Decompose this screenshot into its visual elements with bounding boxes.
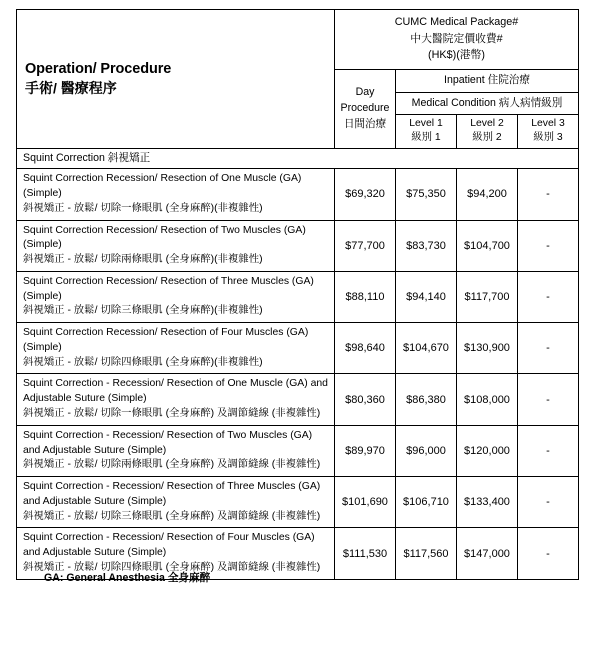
price-day-procedure: $89,970 bbox=[335, 425, 396, 476]
procedure-name-en: Squint Correction - Recession/ Resection of Three Muscles (GA) and Adjustable Suture (Simple) bbox=[23, 481, 321, 507]
header-level-1-en: Level 1 bbox=[409, 117, 443, 129]
price-level-1: $86,380 bbox=[396, 374, 457, 425]
table-row bbox=[17, 323, 579, 374]
header-package-currency: (HK$)(港幣) bbox=[428, 49, 485, 62]
price-day-procedure: $111,530 bbox=[335, 528, 396, 579]
procedure-name-en: Squint Correction Recession/ Resection of Two Muscles (GA) (Simple) bbox=[23, 224, 306, 251]
procedure-name-zh: 斜視矯正 - 放鬆/ 切除兩條眼肌 (全身麻醉) 及調節縫線 (非複雜性) bbox=[23, 459, 321, 471]
price-level-2: $94,200 bbox=[457, 169, 518, 220]
procedure-name-en: Squint Correction Recession/ Resection of Three Muscles (GA) (Simple) bbox=[23, 275, 314, 302]
header-level-1-zh: 級別 1 bbox=[411, 132, 441, 144]
price-level-3: - bbox=[518, 220, 579, 271]
section-title-squint-correction: Squint Correction 斜視矯正 bbox=[17, 149, 579, 169]
price-level-2: $120,000 bbox=[457, 425, 518, 476]
header-level-3 bbox=[518, 114, 579, 148]
procedure-name-zh: 斜視矯正 - 放鬆/ 切除一條眼肌 (全身麻醉) 及調節縫線 (非複雜性) bbox=[23, 408, 321, 419]
procedure-name-zh: 斜視矯正 - 放鬆/ 切除一條眼肌 (全身麻醉)(非複雜性) bbox=[23, 202, 263, 214]
procedure-name-zh: 斜視矯正 - 放鬆/ 切除四條眼肌 (全身麻醉)(非複雜性) bbox=[23, 356, 263, 368]
header-level-1 bbox=[396, 114, 457, 148]
procedure-name-en: Squint Correction Recession/ Resection of Four Muscles (GA) (Simple) bbox=[23, 327, 309, 353]
footnote-general-anesthesia: GA: General Anesthesia 全身麻醉 bbox=[44, 572, 211, 584]
header-level-2 bbox=[457, 114, 518, 148]
procedure-name-en: Squint Correction - Recession/ Resection of Four Muscles (GA) and Adjustable Suture (Simple) bbox=[23, 532, 315, 559]
price-level-1: $75,350 bbox=[396, 169, 457, 220]
price-level-2: $133,400 bbox=[457, 477, 518, 528]
price-level-3: - bbox=[518, 374, 579, 425]
price-day-procedure: $88,110 bbox=[335, 271, 396, 322]
procedure-name-cell bbox=[17, 323, 335, 374]
header-operation-en: Operation/ Procedure bbox=[25, 61, 172, 78]
procedure-name-en: Squint Correction Recession/ Resection of One Muscle (GA) (Simple) bbox=[23, 173, 302, 200]
price-level-1: $106,710 bbox=[396, 477, 457, 528]
header-day-procedure-en: Day Procedure bbox=[340, 86, 390, 115]
price-day-procedure: $80,360 bbox=[335, 374, 396, 425]
table-row bbox=[17, 271, 579, 322]
price-day-procedure: $98,640 bbox=[335, 323, 396, 374]
header-package-zh: 中大醫院定價收費# bbox=[410, 32, 503, 45]
header-level-3-en: Level 3 bbox=[531, 117, 565, 129]
price-level-2: $147,000 bbox=[457, 528, 518, 579]
header-package-group bbox=[335, 10, 579, 70]
header-level-2-zh: 級別 2 bbox=[472, 132, 502, 144]
header-day-procedure bbox=[335, 70, 396, 149]
procedure-name-zh: 斜視矯正 - 放鬆/ 切除四條眼肌 (全身麻醉) 及調節縫線 (非複雜性) bbox=[23, 561, 321, 573]
header-inpatient: Inpatient 住院治療 bbox=[396, 70, 579, 92]
price-level-1: $117,560 bbox=[396, 528, 457, 579]
price-level-3: - bbox=[518, 528, 579, 579]
price-day-procedure: $101,690 bbox=[335, 477, 396, 528]
price-level-1: $94,140 bbox=[396, 271, 457, 322]
header-operation-zh: 手術/ 醫療程序 bbox=[25, 79, 117, 96]
procedure-name-zh: 斜視矯正 - 放鬆/ 切除三條眼肌 (全身麻醉)(非複雜性) bbox=[23, 305, 263, 317]
procedure-name-en: Squint Correction - Recession/ Resection of Two Muscles (GA) and Adjustable Suture (Simple) bbox=[23, 429, 313, 456]
procedure-name-zh: 斜視矯正 - 放鬆/ 切除兩條眼肌 (全身麻醉)(非複雜性) bbox=[23, 254, 263, 266]
procedure-name-cell bbox=[17, 169, 335, 220]
header-row-package bbox=[17, 10, 579, 70]
table-row bbox=[17, 374, 579, 425]
procedure-name-cell bbox=[17, 220, 335, 271]
header-level-3-zh: 級別 3 bbox=[533, 132, 563, 144]
header-day-procedure-zh: 日間治療 bbox=[343, 118, 387, 131]
price-level-2: $108,000 bbox=[457, 374, 518, 425]
table-row bbox=[17, 477, 579, 528]
price-level-3: - bbox=[518, 477, 579, 528]
price-level-2: $130,900 bbox=[457, 323, 518, 374]
price-day-procedure: $69,320 bbox=[335, 169, 396, 220]
medical-package-price-table bbox=[16, 9, 579, 580]
procedure-name-zh: 斜視矯正 - 放鬆/ 切除三條眼肌 (全身麻醉) 及調節縫線 (非複雜性) bbox=[23, 510, 321, 522]
price-day-procedure: $77,700 bbox=[335, 220, 396, 271]
price-level-1: $104,670 bbox=[396, 323, 457, 374]
header-medical-condition: Medical Condition 病人病情級別 bbox=[396, 92, 579, 114]
procedure-name-cell bbox=[17, 271, 335, 322]
procedure-name-en: Squint Correction - Recession/ Resection of One Muscle (GA) and Adjustable Suture (Simple) bbox=[23, 378, 328, 405]
table-row bbox=[17, 220, 579, 271]
table-row bbox=[17, 425, 579, 476]
price-level-2: $117,700 bbox=[457, 271, 518, 322]
price-level-3: - bbox=[518, 271, 579, 322]
price-level-1: $96,000 bbox=[396, 425, 457, 476]
header-package-en: CUMC Medical Package# bbox=[394, 16, 519, 28]
header-operation-procedure bbox=[17, 10, 335, 149]
price-level-3: - bbox=[518, 323, 579, 374]
price-level-1: $83,730 bbox=[396, 220, 457, 271]
price-level-2: $104,700 bbox=[457, 220, 518, 271]
procedure-name-cell bbox=[17, 425, 335, 476]
procedure-name-cell bbox=[17, 374, 335, 425]
price-level-3: - bbox=[518, 425, 579, 476]
procedure-name-cell bbox=[17, 477, 335, 528]
price-level-3: - bbox=[518, 169, 579, 220]
section-header-row bbox=[17, 149, 579, 169]
header-level-2-en: Level 2 bbox=[470, 117, 504, 129]
table-row bbox=[17, 169, 579, 220]
